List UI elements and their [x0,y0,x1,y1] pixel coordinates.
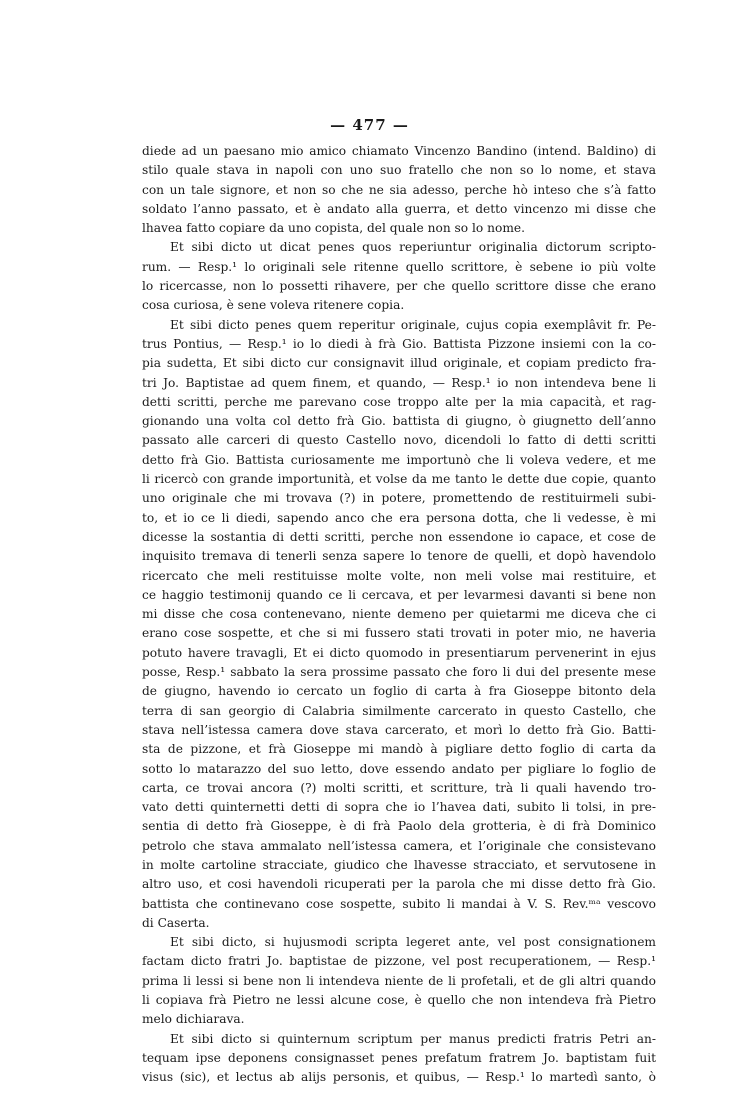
text-line: Et sibi dicto ut dicat penes quos reperiuntur originalia dictorum scripto- [170,240,656,255]
text-line: tri Jo. Baptistae ad quem finem, et quando, — Resp.¹ io non intendeva bene li [142,375,656,390]
text-line: sentia di detto frà Gioseppe, è di frà Paolo dela grotteria, è di frà Dominico [142,819,656,834]
text-line: lhavea fatto copiare da uno copista, del quale non so lo nome. [142,221,525,236]
text-line: ce haggio testimonij quando ce li cercava, et per levarmesi davanti si bene non [142,587,656,602]
text-line: gionando una volta col detto frà Gio. battista di giugno, ò giugnetto dell’anno [142,414,656,429]
text-line: tequam ipse deponens consignasset penes prefatum fratrem Jo. baptistam fuit [142,1050,656,1065]
text-line: visus (sic), et lectus ab alijs personis, et quibus, — Resp.¹ lo martedì santo, ò [142,1070,656,1085]
text-line: pia sudetta, Et sibi dicto cur consignavit illud originale, et copiam predicto fra- [142,356,656,371]
text-line: prima li lessi si bene non li intendeva niente de li profetali, et de gli altri quando [142,973,656,988]
text-line: soldato l’anno passato, et è andato alla guerra, et detto vincenzo mi disse che [142,201,656,216]
text-line: diede ad un paesano mio amico chiamato Vincenzo Bandino (intend. Baldino) di [142,144,656,158]
text-line: petrolo che stava ammalato nell’istessa camera, et l’originale che consistevano [142,838,656,853]
page-number: — 477 — [330,116,409,134]
text-line: mi disse che cosa contenevano, niente demeno per quietarmi me diceva che ci [142,607,656,622]
text-line: lo ricercasse, non lo possetti rihavere, per che quello scrittore disse che erano [142,279,656,294]
text-line: inquisito tremava di tenerli senza sapere lo tenore de quelli, et dopò havendolo [142,549,656,564]
text-line: Et sibi dicto, si hujusmodi scripta legeret ante, vel post consignationem [170,935,656,950]
text-line: de giugno, havendo io cercato un foglio di carta à fra Gioseppe bitonto dela [142,684,656,699]
text-line: li copiava frà Pietro ne lessi alcune cose, è quello che non intendeva frà Pietro [142,993,656,1008]
text-line: battista che continevano cose sospette, subito li mandai à V. S. Rev.ᵐᵃ vescovo [142,896,656,911]
text-line: trus Pontius, — Resp.¹ io lo diedi à frà Gio. Battista Pizzone insiemi con la co- [142,336,656,351]
text-line: in molte cartoline stracciate, giudico che lhavesse stracciato, et servutosene in [142,857,656,872]
text-line: li ricercò con grande importunità, et volse da me tanto le dette due copie, quanto [142,472,656,487]
text-line: con un tale signore, et non so che ne sia adesso, perche hò inteso che s’à fatto [142,182,656,197]
text-line: stava nell’istessa camera dove stava carcerato, et morì lo detto frà Gio. Batti- [142,722,656,737]
text-line: to, et io ce li diedi, sapendo anco che era persona dotta, che li vedesse, è mi [142,510,656,525]
text-line: ricercato che meli restituisse molte volte, non meli volse mai restituire, et [142,568,656,583]
body-text [142,142,656,1088]
text-line: posse, Resp.¹ sabbato la sera prossime passato che foro li dui del presente mese [142,665,656,680]
text-line: di Caserta. [142,915,210,930]
text-line: terra di san georgio di Calabria similmente carcerato in questo Castello, che [142,703,656,718]
text-line: altro uso, et cosi havendoli ricuperati per la parola che mi disse detto frà Gio. [142,877,656,892]
text-line: factam dicto fratri Jo. baptistae de pizzone, vel post recuperationem, — Resp.¹ [142,954,656,969]
text-line: vato detti quinternetti detti di sopra che io l’havea dati, subito li tolsi, in pre- [142,800,656,815]
text-line: carta, ce trovai ancora (?) molti scritti, et scritture, trà li quali havendo tro- [142,780,656,795]
text-line: detto frà Gio. Battista curiosamente me importunò che li voleva vedere, et me [142,452,656,467]
text-line: melo dichiarava. [142,1012,245,1027]
text-line: passato alle carceri di questo Castello novo, dicendoli lo fatto di detti scritti [142,433,656,448]
text-line: rum. — Resp.¹ lo originali sele ritenne quello scrittore, è sebene io più volte [142,259,656,274]
text-line: cosa curiosa, è sene voleva ritenere copia. [142,298,405,313]
text-line: detti scritti, perche me parevano cose troppo alte per la mia capacità, et rag- [142,394,656,409]
text-line: stilo quale stava in napoli con uno suo fratello che non so lo nome, et stava [142,163,656,178]
text-line: Et sibi dicto penes quem reperitur originale, cujus copia exemplâvit fr. Pe- [170,317,656,332]
text-line: Et sibi dicto si quinternum scriptum per manus predicti fratris Petri an- [170,1031,656,1046]
text-line: dicesse la sostantia di detti scritti, perche non essendone io capace, et cose de [142,529,656,544]
text-line: sta de pizzone, et frà Gioseppe mi mandò à pigliare detto foglio di carta da [142,742,656,757]
text-line: sotto lo matarazzo del suo letto, dove essendo andato per pigliare lo foglio de [142,761,656,776]
text-line: uno originale che mi trovava (?) in potere, promettendo de restituirmeli subi- [142,491,656,506]
text-line: potuto havere travagli, Et ei dicto quomodo in presentiarum pervenerint in ejus [142,645,656,660]
text-line: erano cose sospette, et che si mi fussero stati trovati in poter mio, ne haveria [142,626,656,641]
